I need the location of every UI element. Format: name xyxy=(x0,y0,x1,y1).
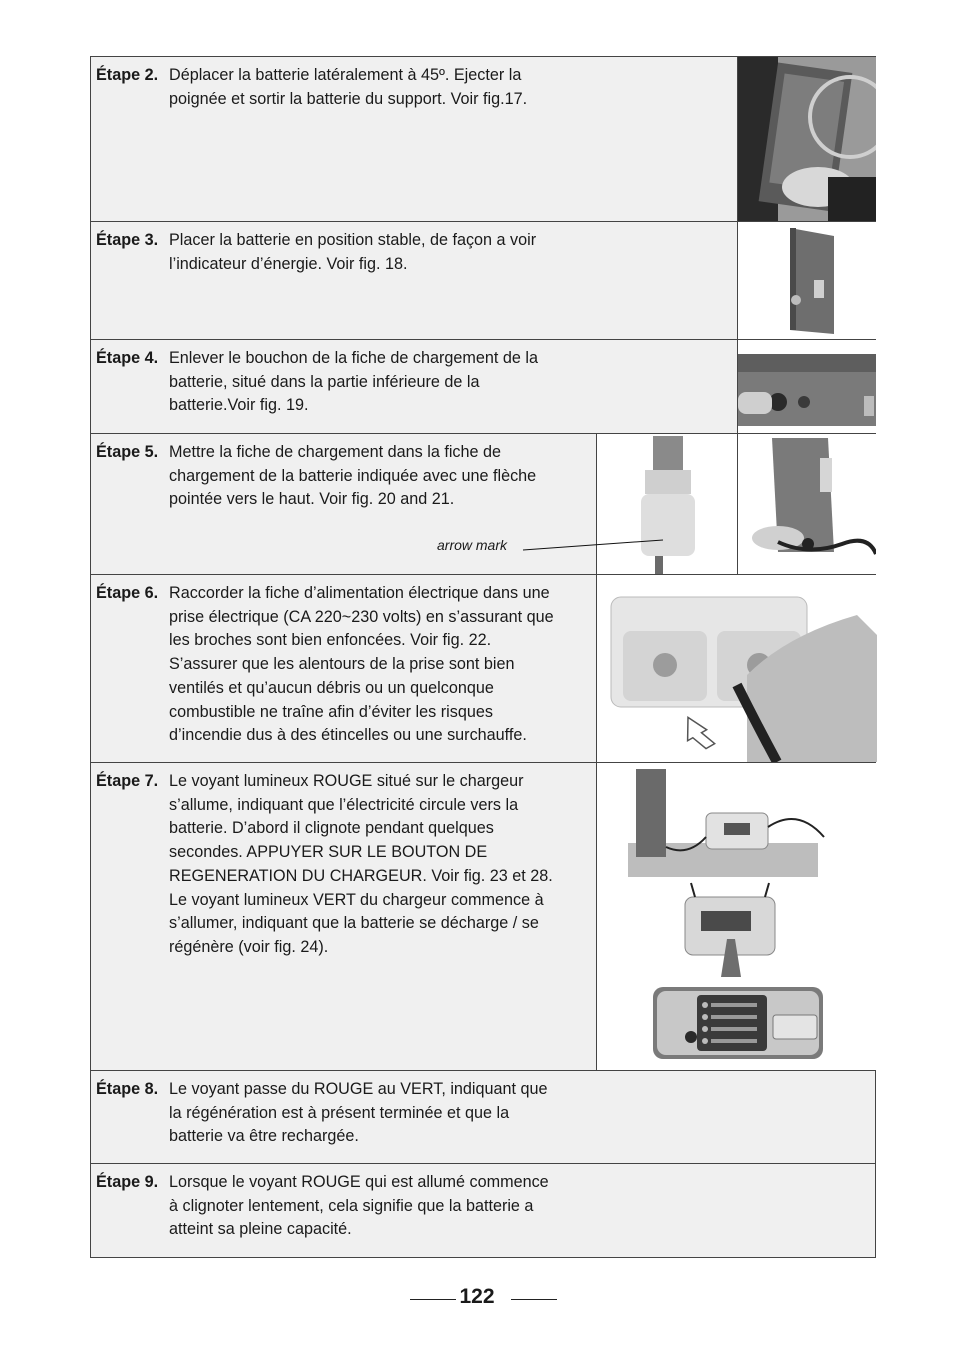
step-text-line: Enlever le bouchon de la fiche de chargement de la xyxy=(169,349,538,367)
step-text-line: prise électrique (CA 220~230 volts) en s’assurant que xyxy=(169,607,554,626)
step-row-3 xyxy=(91,222,875,340)
step-text-line: Le voyant lumineux VERT du chargeur commence à xyxy=(169,890,544,909)
step-text-line: pointée vers le haut. Voir fig. 20 and 21. xyxy=(169,490,455,509)
step-text-line: ventilés et qu’aucun débris ou un quelconque xyxy=(169,678,494,697)
page-number-rule-right xyxy=(511,1299,557,1300)
step-text-line: d’incendie dus à des étincelles ou une surchauffe. xyxy=(169,726,527,745)
step-label: Étape 2. xyxy=(96,66,159,84)
fig-17-battery-removal-photo xyxy=(738,57,876,221)
step-text-line: poignée et sortir la batterie du support. Voir fig.17. xyxy=(169,89,528,108)
step-row-6 xyxy=(91,575,875,763)
step-text-line: Mettre la fiche de chargement dans la fiche de xyxy=(169,443,502,461)
step-label: Étape 8. xyxy=(96,1080,159,1098)
fig-21-plug-inserted-photo xyxy=(738,434,876,574)
step-text-line: Raccorder la fiche d’alimentation électrique dans une xyxy=(169,584,550,602)
fig-19-charging-cap-photo xyxy=(738,340,876,433)
instructions-table xyxy=(90,56,876,1258)
step-text-line: les broches sont bien enfoncées. Voir fig. 22. xyxy=(169,631,492,650)
step-text-line: s’allume, indiquant que l’électricité circule vers la xyxy=(169,795,519,814)
step-text-line: batterie va être rechargée. xyxy=(169,1127,359,1146)
step-label: Étape 4. xyxy=(96,349,159,367)
step-text-line: Le voyant passe du ROUGE au VERT, indiquant que xyxy=(169,1080,548,1098)
step-row-8 xyxy=(91,1071,875,1164)
step-text-line: la régénération est à présent terminée et que la xyxy=(169,1103,510,1122)
step-text-line: chargement de la batterie indiquée avec une flèche xyxy=(169,466,537,485)
step-text-line: REGENERATION DU CHARGEUR. Voir fig. 23 et 28. xyxy=(169,866,553,885)
step-text-line: batterie.Voir fig. 19. xyxy=(169,396,309,415)
step-row-2 xyxy=(91,57,875,222)
step-label: Étape 7. xyxy=(96,772,159,790)
step-text-line: régénère (voir fig. 24). xyxy=(169,937,329,956)
step-text-line: batterie. D’abord il clignote pendant quelques xyxy=(169,819,494,838)
step-text-line: Le voyant lumineux ROUGE situé sur le chargeur xyxy=(169,772,524,790)
fig-20-charging-plug-photo xyxy=(597,434,737,574)
step-text-line: Lorsque le voyant ROUGE qui est allumé commence xyxy=(169,1173,549,1191)
step-text-line: Déplacer la batterie latéralement à 45º. Ejecter la xyxy=(169,66,522,84)
step-row-5 xyxy=(91,434,875,575)
step-row-7 xyxy=(91,763,875,1071)
step-text-line: atteint sa pleine capacité. xyxy=(169,1220,352,1239)
step-text-line: S’assurer que les alentours de la prise sont bien xyxy=(169,655,515,674)
charger-status-panel-photo xyxy=(653,987,823,1059)
step-text-line: à clignoter lentement, cela signifie que la batterie a xyxy=(169,1196,534,1215)
step-text-line: batterie, situé dans la partie inférieure de la xyxy=(169,372,480,391)
step-text-line: combustible ne traîne afin d’éviter les risques xyxy=(169,702,493,721)
step-label: Étape 5. xyxy=(96,443,159,461)
page-number: 122 xyxy=(459,1285,495,1308)
fig-18-battery-upright-photo xyxy=(738,222,876,339)
fig-24-charger-button-press-photo xyxy=(681,881,781,977)
step-text-line: Placer la batterie en position stable, de façon a voir xyxy=(169,231,537,249)
step-text-line: s’allumer, indiquant que la batterie se décharge / se xyxy=(169,914,539,933)
arrow-mark-label: arrow mark xyxy=(437,537,508,553)
fig-22-wall-socket-photo xyxy=(597,575,877,762)
fig-23-battery-and-charger-photo xyxy=(628,767,828,877)
step-label: Étape 6. xyxy=(96,584,159,602)
step-text-line: l’indicateur d’énergie. Voir fig. 18. xyxy=(169,254,408,273)
step-row-9 xyxy=(91,1164,875,1257)
step-text-line: secondes. APPUYER SUR LE BOUTON DE xyxy=(169,843,488,862)
step-label: Étape 9. xyxy=(96,1173,159,1191)
step-label: Étape 3. xyxy=(96,231,159,249)
step-row-4 xyxy=(91,340,875,434)
